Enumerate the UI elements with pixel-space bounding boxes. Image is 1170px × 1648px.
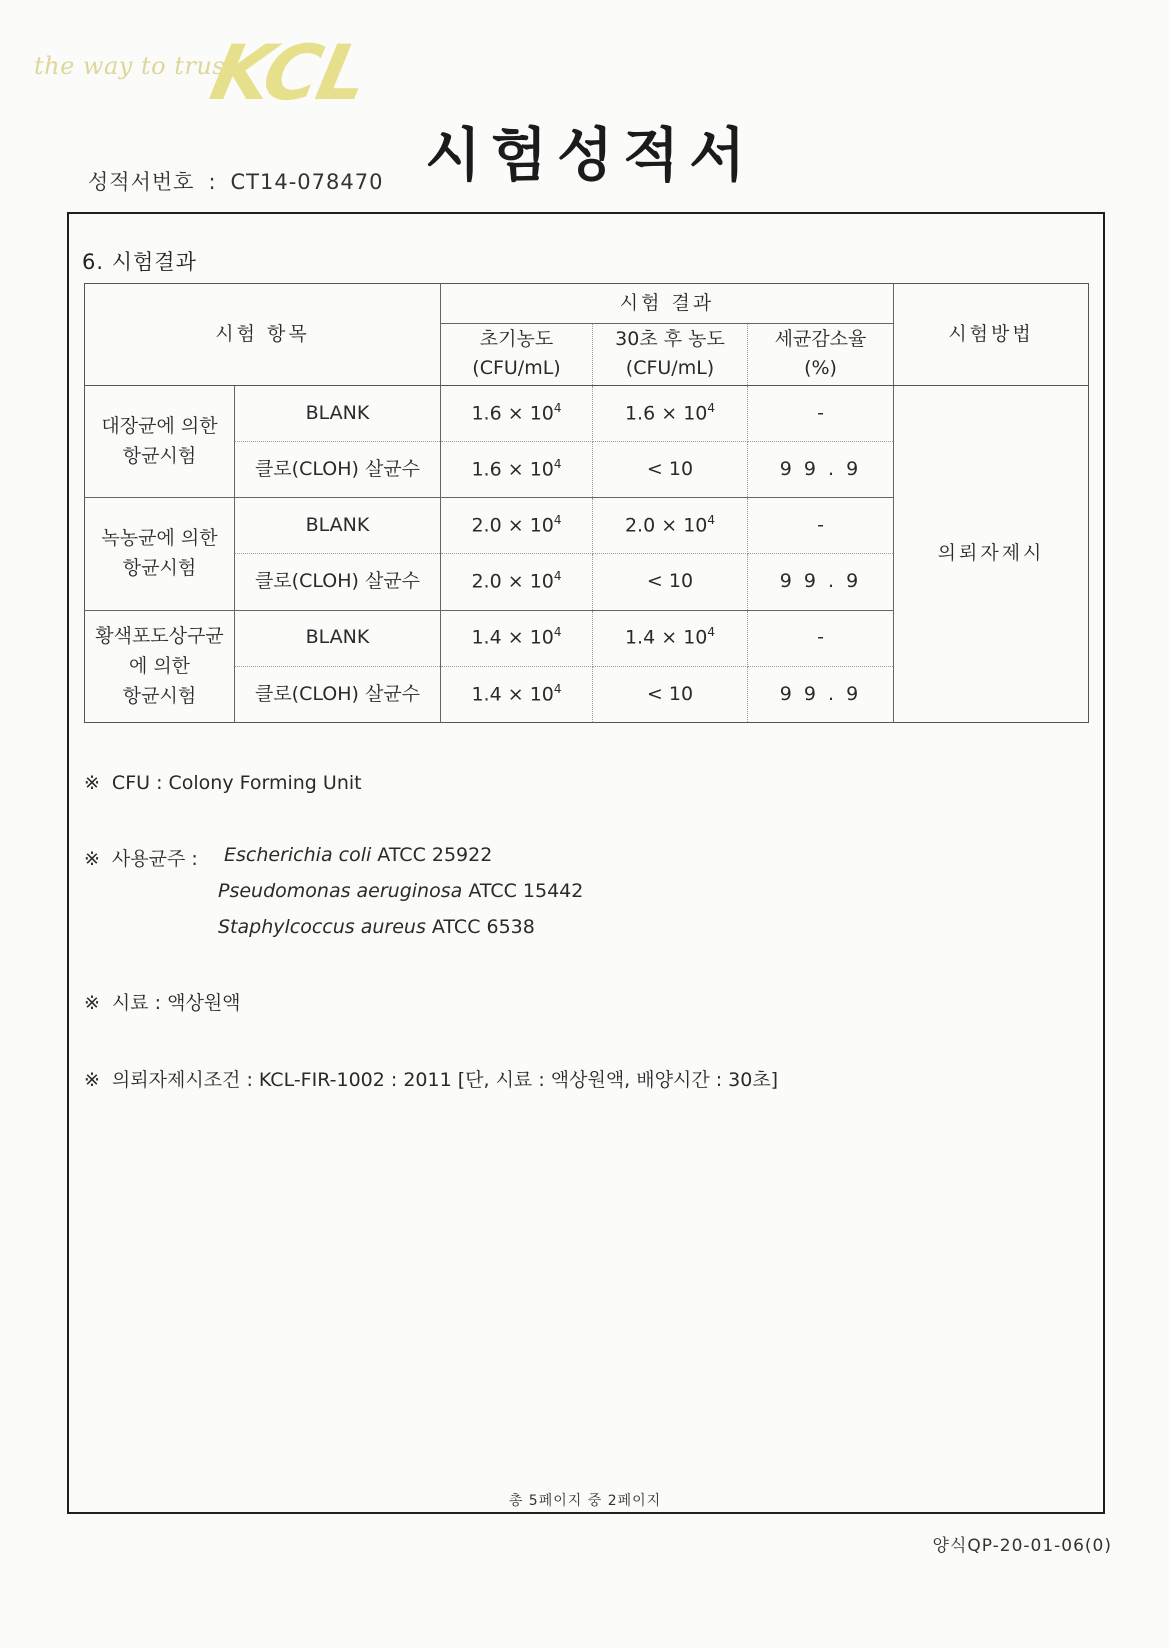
- sample-cell: 클로(CLOH) 살균수: [235, 554, 441, 610]
- strain-id: ATCC 6538: [431, 916, 535, 938]
- initial-cell: $1.6 \times 10^4$: [441, 385, 593, 441]
- reduction-cell: -: [748, 610, 894, 666]
- note-strains: [84, 844, 198, 871]
- after-cell: < 10: [593, 666, 748, 722]
- strain-line: [218, 916, 535, 938]
- note-condition-text: 의뢰자제시조건 : KCL-FIR-1002 : 2011 [단, 시료 : 액상원액, 배양시간 : 30초]: [111, 1069, 779, 1091]
- sample-cell: 클로(CLOH) 살균수: [235, 666, 441, 722]
- reduction-cell: 9 9 . 9: [748, 442, 894, 498]
- header-reduction-rate: 세균감소율 (%): [748, 323, 894, 385]
- note-sample: [84, 988, 241, 1015]
- note-mark: ※: [84, 1069, 100, 1091]
- kcl-logo: [30, 28, 375, 124]
- document-title: 시험성적서: [425, 121, 756, 189]
- page-number: 총 5페이지 중 2페이지: [508, 1493, 662, 1509]
- table-row: [85, 385, 1089, 441]
- note-cfu: [84, 772, 362, 794]
- initial-cell: $2.0 \times 10^4$: [441, 498, 593, 554]
- initial-cell: $2.0 \times 10^4$: [441, 554, 593, 610]
- reduction-cell: 9 9 . 9: [748, 666, 894, 722]
- strain-id: ATCC 15442: [468, 880, 584, 902]
- note-strains-label: 사용균주 :: [111, 848, 198, 870]
- initial-cell: $1.6 \times 10^4$: [441, 442, 593, 498]
- header-test-method: 시험방법: [894, 284, 1089, 386]
- form-number: 양식QP-20-01-06(0): [932, 1536, 1112, 1556]
- after-cell: $1.6 \times 10^4$: [593, 385, 748, 441]
- strain-id: ATCC 25922: [377, 844, 493, 866]
- note-mark: ※: [84, 992, 100, 1014]
- note-mark: ※: [84, 848, 100, 870]
- header-test-item: 시험 항목: [85, 284, 441, 386]
- strain-species: Staphylcoccus aureus: [218, 916, 426, 938]
- logo-tagline: the way to trust: [34, 52, 236, 80]
- reduction-cell: -: [748, 385, 894, 441]
- note-cfu-text: CFU : Colony Forming Unit: [111, 772, 362, 794]
- after-cell: $2.0 \times 10^4$: [593, 498, 748, 554]
- note-sample-text: 시료 : 액상원액: [111, 992, 241, 1014]
- method-cell: 의뢰자제시: [894, 385, 1089, 722]
- reduction-cell: 9 9 . 9: [748, 554, 894, 610]
- sample-cell: BLANK: [235, 610, 441, 666]
- certificate-value: CT14-078470: [230, 170, 384, 194]
- after-cell: < 10: [593, 442, 748, 498]
- header-results-group: 시험 결과: [441, 284, 894, 324]
- initial-cell: $1.4 \times 10^4$: [441, 666, 593, 722]
- certificate-separator: :: [208, 170, 217, 194]
- group-name: 녹농균에 의한 항균시험: [85, 498, 235, 610]
- results-table: [84, 283, 1089, 723]
- after-cell: < 10: [593, 554, 748, 610]
- after-cell: $1.4 \times 10^4$: [593, 610, 748, 666]
- sample-cell: BLANK: [235, 385, 441, 441]
- header-after-concentration: 30초 후 농도 (CFU/mL): [593, 323, 748, 385]
- header-initial-concentration: 초기농도 (CFU/mL): [441, 323, 593, 385]
- sample-cell: BLANK: [235, 498, 441, 554]
- strain-line: [218, 880, 583, 902]
- logo-mark: KCL: [203, 28, 375, 117]
- strain-line: [224, 844, 492, 866]
- sample-cell: 클로(CLOH) 살균수: [235, 442, 441, 498]
- certificate-label: 성적서번호: [88, 170, 195, 194]
- section-title: 6. 시험결과: [82, 250, 197, 274]
- certificate-number: [88, 166, 383, 196]
- note-mark: ※: [84, 772, 100, 794]
- reduction-cell: -: [748, 498, 894, 554]
- group-name: 황색포도상구균 에 의한 항균시험: [85, 610, 235, 722]
- strain-species: Escherichia coli: [224, 844, 372, 866]
- group-name: 대장균에 의한 항균시험: [85, 385, 235, 497]
- strain-species: Pseudomonas aeruginosa: [218, 880, 463, 902]
- initial-cell: $1.4 \times 10^4$: [441, 610, 593, 666]
- note-condition: [84, 1065, 778, 1092]
